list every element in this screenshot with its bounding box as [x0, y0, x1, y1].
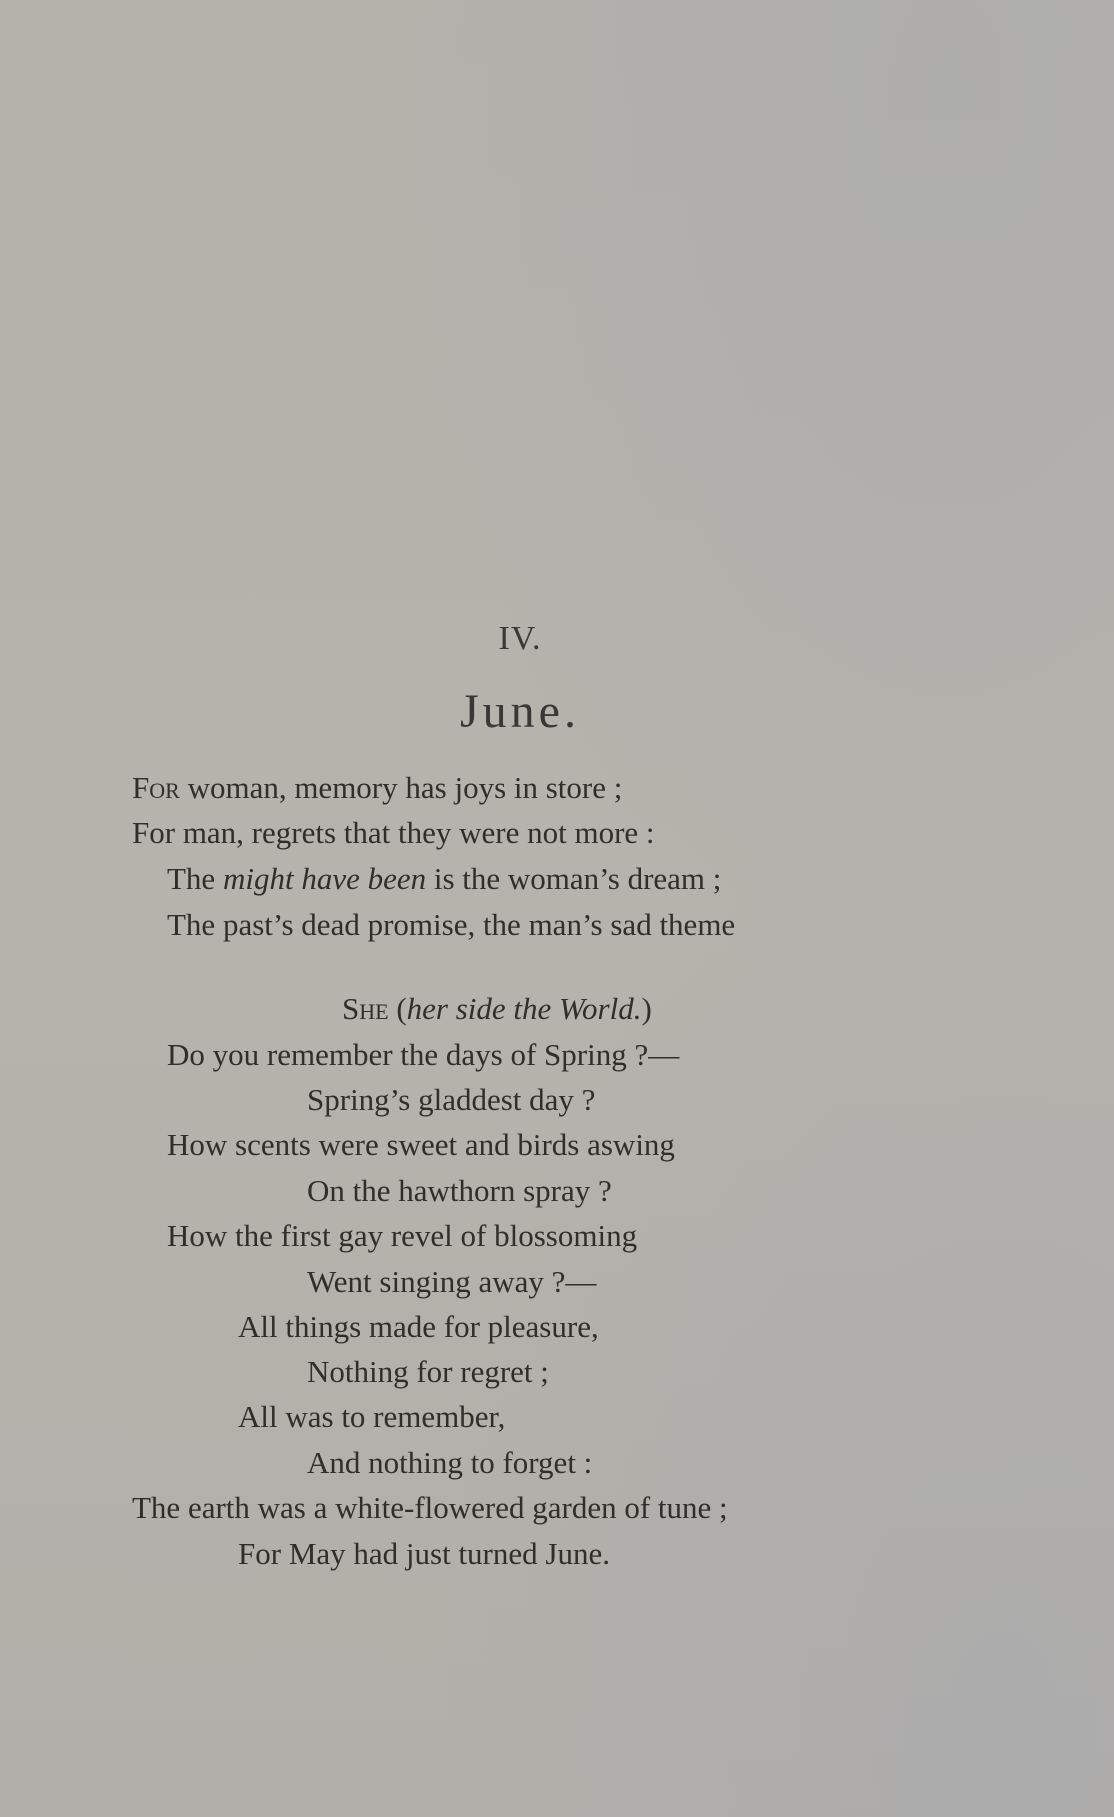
intro-line-3-after: is the woman’s dream ; — [426, 861, 722, 896]
speaker-aside: her side the World. — [406, 991, 642, 1026]
intro-line-3-italic: might have been — [222, 861, 427, 896]
speaker-name: She — [342, 991, 389, 1026]
intro-line-1-rest: woman, memory has joys in store ; — [179, 770, 623, 805]
intro-line-4: The past’s dead promise, the man’s sad theme — [167, 907, 736, 942]
stanza-line-10: And nothing to forget : — [307, 1445, 593, 1480]
stanza-line-5: How the first gay revel of blossoming — [167, 1218, 638, 1253]
section-number: IV. — [498, 620, 542, 657]
stanza-line-9: All was to remember, — [238, 1399, 506, 1434]
intro-line-3 — [167, 863, 721, 894]
speaker-heading — [342, 993, 652, 1024]
speaker-aside-close: ) — [641, 991, 652, 1026]
stanza-line-4: On the hawthorn spray ? — [307, 1173, 612, 1208]
intro-line-3-before: The — [167, 861, 223, 896]
intro-line-1-lead: For — [132, 770, 180, 805]
stanza-line-11: The earth was a white-flowered garden of tune ; — [132, 1490, 728, 1525]
stanza-line-12: For May had just turned June. — [238, 1536, 610, 1571]
intro-line-1 — [132, 772, 622, 803]
stanza-line-3: How scents were sweet and birds aswing — [167, 1127, 675, 1162]
stanza-line-8: Nothing for regret ; — [307, 1354, 549, 1389]
stanza-line-6: Went singing away ?— — [307, 1264, 597, 1299]
intro-line-2: For man, regrets that they were not more : — [132, 815, 655, 850]
stanza-line-1: Do you remember the days of Spring ?— — [167, 1037, 680, 1072]
stanza-line-7: All things made for pleasure, — [238, 1309, 599, 1344]
poem-title: June. — [460, 685, 580, 738]
speaker-aside-open: ( — [388, 991, 407, 1026]
stanza-line-2: Spring’s gladdest day ? — [307, 1082, 596, 1117]
